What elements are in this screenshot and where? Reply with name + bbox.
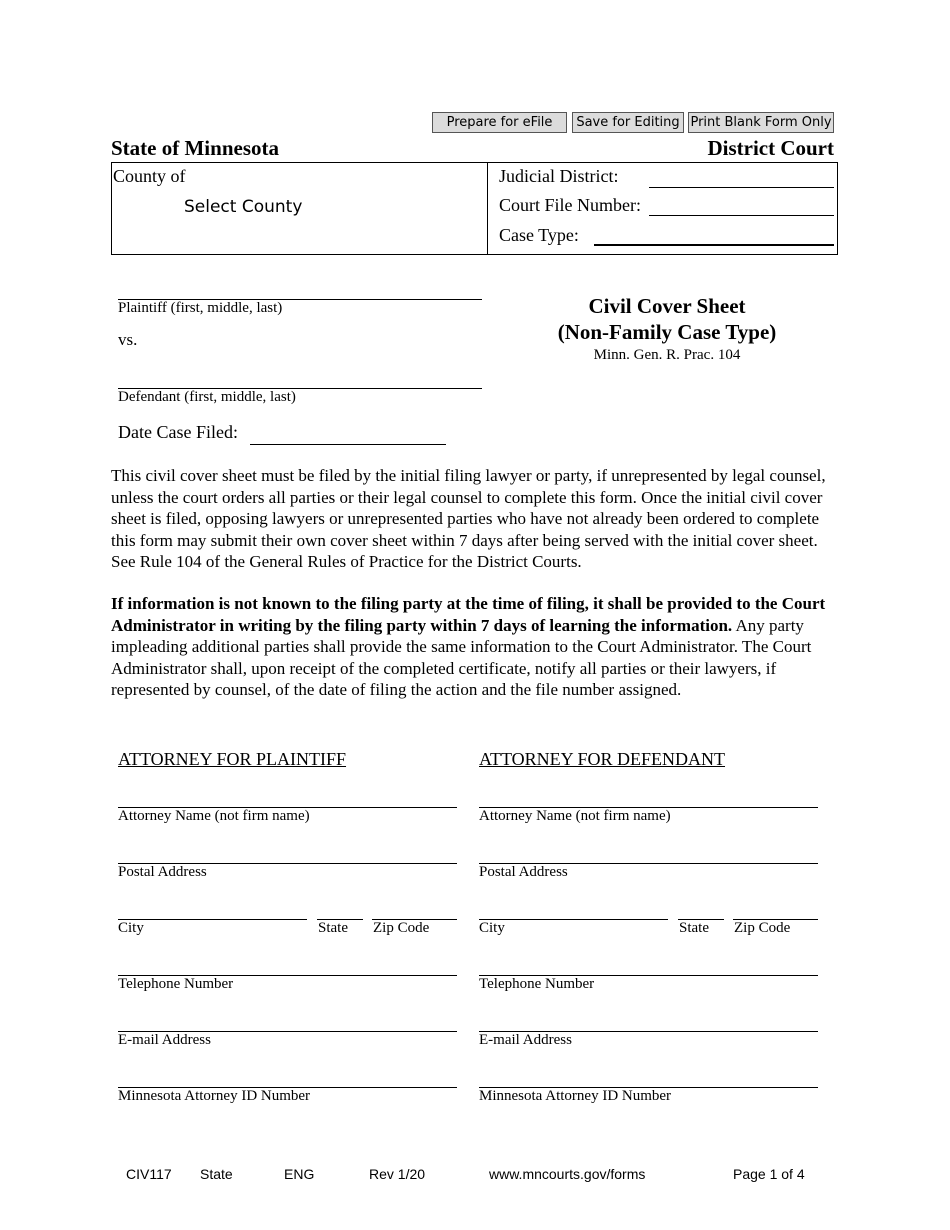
date-filed-field[interactable] [250, 444, 446, 445]
instructions-rest-text: Any party impleading additional parties shall provide the same information to the Court Administrator. The Court Administrator shall, upon receipt of the completed certificate, notify all parties or their lawyers, if represented by counsel, of the date of filing the action and the file number assigned. [111, 615, 812, 699]
defendant-telephone-label: Telephone Number [479, 976, 595, 992]
defendant-city-field[interactable] [479, 919, 668, 920]
date-filed-label: Date Case Filed: [118, 422, 238, 442]
county-label: County of [113, 166, 186, 186]
defendant-label: Defendant (first, middle, last) [118, 389, 296, 405]
plaintiff-attorney-name-label: Attorney Name (not firm name) [118, 808, 310, 824]
plaintiff-email-label: E-mail Address [118, 1032, 211, 1048]
footer-page-number: Page 1 of 4 [733, 1166, 805, 1182]
court-title: District Court [707, 136, 834, 160]
save-for-editing-button[interactable]: Save for Editing [572, 112, 684, 133]
plaintiff-label: Plaintiff (first, middle, last) [118, 300, 283, 316]
footer-language: ENG [284, 1166, 315, 1182]
defendant-email-label: E-mail Address [479, 1032, 572, 1048]
case-type-label: Case Type: [499, 225, 579, 245]
judicial-district-label: Judicial District: [499, 166, 619, 186]
plaintiff-telephone-label: Telephone Number [118, 976, 234, 992]
defendant-attorney-id-label: Minnesota Attorney ID Number [479, 1088, 672, 1104]
judicial-district-field[interactable] [649, 187, 834, 188]
county-select[interactable]: Select County [184, 197, 303, 217]
versus-text: vs. [118, 330, 138, 349]
defendant-attorney-name-label: Attorney Name (not firm name) [479, 808, 671, 824]
plaintiff-postal-address-label: Postal Address [118, 864, 207, 880]
instructions-paragraph-2 [111, 593, 839, 701]
caption-box [111, 162, 838, 255]
form-subtitle: (Non-Family Case Type) [557, 320, 777, 344]
plaintiff-city-label: City [118, 920, 144, 936]
case-type-field[interactable] [594, 244, 834, 246]
instructions-paragraph-1: This civil cover sheet must be filed by the initial filing lawyer or party, if unrepresented by legal counsel, unless the court orders all parties or their legal counsel to complete this form. Once the initial civil cover sheet is filed, opposing lawyers or unrepresented parties who have not already been ordered to complete this form may submit their own cover sheet within 7 days after being served with the initial cover sheet. See Rule 104 of the General Rules of Practice for the District Courts. [111, 466, 826, 571]
plaintiff-state-label: State [318, 920, 348, 936]
court-file-number-label: Court File Number: [499, 195, 641, 215]
attorney-defendant-heading: ATTORNEY FOR DEFENDANT [479, 749, 726, 769]
footer-jurisdiction: State [200, 1166, 233, 1182]
instructions-bold-text: If information is not known to the filing party at the time of filing, it shall be provided to the Court Administrator in writing by the filing party within 7 days of learning the information. [111, 594, 826, 635]
footer-revision: Rev 1/20 [369, 1166, 426, 1182]
attorney-plaintiff-heading: ATTORNEY FOR PLAINTIFF [118, 749, 347, 769]
defendant-city-label: City [479, 920, 505, 936]
plaintiff-attorney-id-label: Minnesota Attorney ID Number [118, 1088, 311, 1104]
form-title: Civil Cover Sheet [588, 294, 746, 318]
prepare-for-efile-button[interactable]: Prepare for eFile [432, 112, 567, 133]
state-title: State of Minnesota [111, 136, 279, 160]
caption-divider [487, 163, 488, 254]
form-rule-reference: Minn. Gen. R. Prac. 104 [593, 347, 741, 363]
plaintiff-city-field[interactable] [118, 919, 307, 920]
print-blank-form-button[interactable]: Print Blank Form Only [688, 112, 834, 133]
defendant-zip-label: Zip Code [734, 920, 791, 936]
plaintiff-zip-label: Zip Code [373, 920, 430, 936]
court-file-number-field[interactable] [649, 215, 834, 216]
defendant-postal-address-label: Postal Address [479, 864, 568, 880]
footer-url[interactable]: www.mncourts.gov/forms [489, 1166, 646, 1182]
footer-form-code: CIV117 [126, 1166, 172, 1182]
defendant-state-label: State [679, 920, 709, 936]
